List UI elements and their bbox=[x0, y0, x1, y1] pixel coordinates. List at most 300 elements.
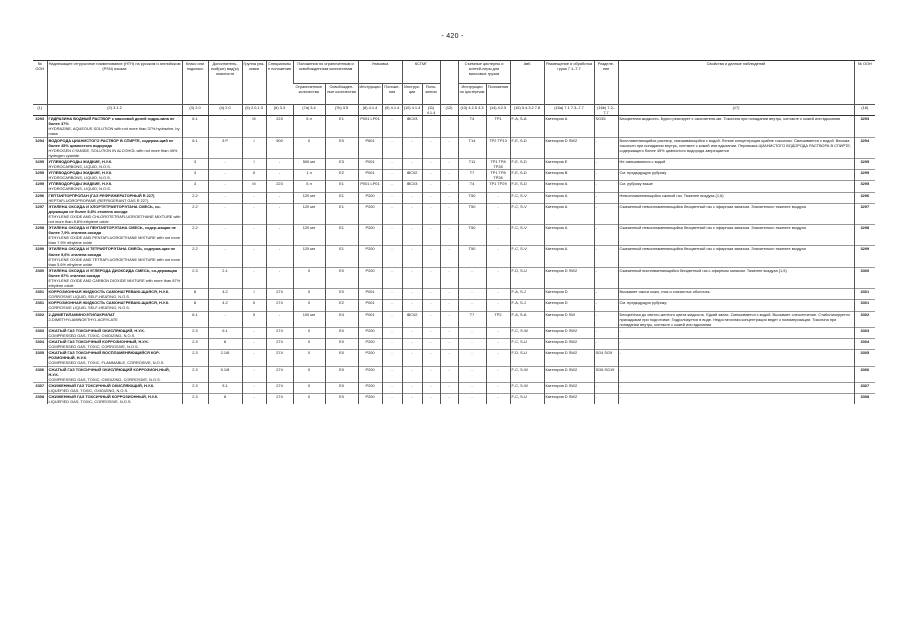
packing-provision-cell: - bbox=[382, 327, 402, 338]
un-number-right-cell: 3300 bbox=[854, 267, 875, 288]
un-number-cell: 3295 bbox=[35, 158, 45, 164]
ems-code-cell: F-A, S-A bbox=[510, 116, 544, 137]
blank-cell-cell: - bbox=[440, 181, 458, 192]
special-provision-cell: 223 bbox=[266, 181, 293, 192]
header-name: Надлежащее отгрузочное наименование (НТН) на русском и английском (PSN) языках bbox=[47, 61, 182, 105]
shipping-name-en: COMPRESSED GAS, TOXIC, FLAMMABLE, CORROSIVE, N.O.S. bbox=[48, 360, 165, 366]
packing-instruction-cell: P200 bbox=[358, 350, 382, 366]
shipping-name-cell bbox=[47, 170, 182, 181]
ibc-instruction-cell: - bbox=[402, 203, 422, 224]
packing-group-cell: I bbox=[242, 158, 266, 169]
shipping-name-cell bbox=[47, 289, 182, 300]
shipping-name-ru: СЖАТЫЙ ГАЗ ТОКСИЧНЫЙ ВОСПЛАМЕНЯЮЩИЙСЯ КОР-РОЗИОННЫЙ, Н.У.К. bbox=[48, 350, 161, 361]
segregation-cell: - bbox=[594, 289, 618, 300]
segregation-cell: - bbox=[594, 267, 618, 288]
stowage-cell: Категория D SW2 bbox=[544, 327, 594, 338]
packing-instruction-cell: P200 bbox=[358, 192, 382, 203]
tank-provision-cell: TP1 bbox=[486, 116, 510, 137]
class-cell: 8 bbox=[182, 289, 208, 300]
stowage-cell: Категория E bbox=[544, 158, 594, 169]
class-cell: 2.2 bbox=[182, 192, 208, 203]
un-number-cell: 3301 bbox=[35, 289, 45, 295]
packing-group-cell: II bbox=[242, 170, 266, 181]
tank-provision-cell: - bbox=[486, 366, 510, 382]
colnum: (4) 2.0 bbox=[208, 105, 242, 116]
limited-quantity-cell: 0 bbox=[293, 289, 325, 300]
table-row bbox=[33, 327, 875, 338]
un-number-cell: 3305 bbox=[35, 350, 45, 356]
ibc-instruction-cell: - bbox=[402, 289, 422, 300]
properties-cell: См. предыдущую рубрику. bbox=[618, 300, 854, 311]
un-number-right-cell: 3308 bbox=[854, 393, 875, 404]
shipping-name-en: HYDROCARBONS, LIQUID, N.O.S. bbox=[48, 175, 111, 181]
class-cell: 3 bbox=[182, 170, 208, 181]
packing-group-cell: - bbox=[242, 246, 266, 267]
header-class: Класс или подкласс bbox=[182, 61, 208, 105]
tank-instruction-cell: T14 bbox=[458, 137, 486, 158]
subsidiary-risk-cell: 2.1 bbox=[208, 267, 242, 288]
un-number-right-cell: 3302 bbox=[854, 311, 875, 327]
tank-provision-cell: - bbox=[486, 203, 510, 224]
table-row bbox=[33, 158, 875, 169]
packing-provision-cell: - bbox=[382, 311, 402, 327]
segregation-cell: - bbox=[594, 246, 618, 267]
shipping-name-en: HEPTAFLUOROPROPANE (REFRIGERANT GAS R 227) bbox=[48, 197, 149, 203]
packing-instruction-cell: P001 LP01 bbox=[358, 181, 382, 192]
header-row-column-numbers bbox=[33, 105, 875, 116]
subsidiary-risk-cell: - bbox=[208, 246, 242, 267]
packing-group-cell: - bbox=[242, 267, 266, 288]
special-provision-cell: 274 bbox=[266, 289, 293, 300]
tank-instruction-cell: T50 bbox=[458, 246, 486, 267]
ibc-instruction-cell: - bbox=[402, 327, 422, 338]
ems-code-cell: F-A, S-J bbox=[510, 300, 544, 311]
colnum: (12) bbox=[440, 105, 458, 116]
class-cell: 2.3 bbox=[182, 366, 208, 382]
un-number-cell: 3306 bbox=[35, 366, 45, 372]
stowage-cell: Категория D SW2 bbox=[544, 366, 594, 382]
special-provision-cell: 274 bbox=[266, 300, 293, 311]
stowage-cell: Категория А bbox=[544, 246, 594, 267]
special-provision-cell: 274 bbox=[266, 350, 293, 366]
packing-provision-cell: - bbox=[382, 170, 402, 181]
special-provision-cell: 274 bbox=[266, 382, 293, 393]
stowage-cell: Категория А bbox=[544, 203, 594, 224]
properties-cell: См. рубрику выше bbox=[618, 181, 854, 192]
excepted-quantity-cell: E4 bbox=[325, 311, 358, 327]
packing-group-cell: II bbox=[242, 311, 266, 327]
ems-code-cell: F-C, S-U bbox=[510, 339, 544, 350]
segregation-cell: SG4 SG9 bbox=[594, 350, 618, 366]
excepted-quantity-cell: E1 bbox=[325, 181, 358, 192]
subsidiary-risk-cell: 3 P bbox=[208, 137, 242, 158]
excepted-quantity-cell: E2 bbox=[325, 170, 358, 181]
ibc-instruction-cell: - bbox=[402, 225, 422, 246]
properties-cell: Сжиженный невоспламеняющийся бесцветный газ с эфирным запахом. Значительно тяжелее воздуха bbox=[618, 225, 854, 246]
blank-cell-cell: - bbox=[440, 170, 458, 181]
un-number-right-cell: 3303 bbox=[854, 327, 875, 338]
excepted-quantity-cell: E1 bbox=[325, 116, 358, 137]
blank-cell-cell: - bbox=[440, 327, 458, 338]
packing-group-cell: I bbox=[242, 289, 266, 300]
blank-cell-cell: - bbox=[440, 225, 458, 246]
header-stowage: Размещение и обработка груза 7.1–7.7 bbox=[544, 61, 594, 105]
header-ibc-instructions: Инструк-ции bbox=[402, 84, 422, 105]
packing-group-cell: - bbox=[242, 393, 266, 404]
header-excepted: Освобожден-ные количества bbox=[325, 84, 358, 105]
ibc-instruction-cell: - bbox=[402, 267, 422, 288]
limited-quantity-cell: 1 л bbox=[293, 170, 325, 181]
limited-quantity-cell: 0 bbox=[293, 267, 325, 288]
tank-provision-cell: - bbox=[486, 225, 510, 246]
excepted-quantity-cell: E0 bbox=[325, 267, 358, 288]
shipping-name-en: ETHYLENE OXIDE AND CHLOROTETRAFLUOROETHANE MIXTURE with not more than 8.8% ethylene oxide bbox=[48, 213, 181, 224]
shipping-name-en: HYDROCARBONS, LIQUID, N.O.S. bbox=[48, 186, 111, 192]
packing-group-cell: - bbox=[242, 225, 266, 246]
header-packing-group: Группа упа-ковки bbox=[242, 61, 266, 105]
tank-provision-cell: - bbox=[486, 339, 510, 350]
class-cell: 2.3 bbox=[182, 350, 208, 366]
ibc-provision-cell: - bbox=[422, 289, 440, 300]
table-row bbox=[33, 382, 875, 393]
ibc-instruction-cell: IBC02 bbox=[402, 311, 422, 327]
stowage-cell: Категория D bbox=[544, 300, 594, 311]
un-number-right-cell: 3296 bbox=[854, 192, 875, 203]
packing-provision-cell: - bbox=[382, 289, 402, 300]
un-number-cell: 3301 bbox=[35, 300, 45, 306]
shipping-name-cell bbox=[47, 382, 182, 393]
properties-cell: Воспламеняющийся раствор, смешивающийся с водой. Легкие концентрации крайне токсичны. Смешивается с водой. Весьма токсичен при попадании внутрь, контакте с кожей или вдыхании. Перевозка ЦИАНИСТОГО ВОДОРОДА РАСТВОРА В СПИРТЕ, содержащего более 45% цианистого водорода запрещается bbox=[618, 137, 854, 158]
packing-instruction-cell: P200 bbox=[358, 267, 382, 288]
un-number-cell: 3308 bbox=[35, 393, 45, 399]
tank-provision-cell: TP2 bbox=[486, 311, 510, 327]
tank-provision-cell: - bbox=[486, 393, 510, 404]
properties-cell: Сжиженный невоспламеняющийся бесцветный газ с эфирным запахом. Значительно тяжелее воздуха bbox=[618, 203, 854, 224]
properties-cell: Бесцветная жидкость. Бурно реагирует с окислителя-ми. Токсична при попадании внутрь, контакте с кожей или вдыхании bbox=[618, 116, 854, 137]
ibc-instruction-cell: IBC03 bbox=[402, 181, 422, 192]
shipping-name-ru: КОРРОЗИОННАЯ ЖИДКОСТЬ САМОНАГРЕВАЮ-ЩАЯСЯ, Н.У.К. bbox=[48, 300, 170, 306]
ibc-instruction-cell: - bbox=[402, 382, 422, 393]
table-body bbox=[33, 116, 875, 404]
packing-group-cell: - bbox=[242, 192, 266, 203]
shipping-name-ru: СЖАТЫЙ ГАЗ ТОКСИЧНЫЙ ОКИСЛЯЮЩИЙ КОРРОЗИОН-НЫЙ, Н.У.К. bbox=[48, 366, 170, 377]
un-number-right-cell: 3295 bbox=[854, 158, 875, 169]
un-number-right-cell: 3301 bbox=[854, 289, 875, 300]
stowage-cell: Категория D SW2 bbox=[544, 350, 594, 366]
packing-instruction-cell: P200 bbox=[358, 339, 382, 350]
tank-provision-cell: TP2 TP13 bbox=[486, 137, 510, 158]
shipping-name-cell bbox=[47, 137, 182, 158]
blank-cell-cell: - bbox=[440, 366, 458, 382]
ems-code-cell: F-E, S-D bbox=[510, 137, 544, 158]
ems-code-cell: F-C, S-V bbox=[510, 203, 544, 224]
ibc-instruction-cell: - bbox=[402, 192, 422, 203]
ibc-instruction-cell: - bbox=[402, 366, 422, 382]
un-number-cell: 3294 bbox=[35, 137, 45, 143]
excepted-quantity-cell: E0 bbox=[325, 350, 358, 366]
packing-group-cell: II bbox=[242, 300, 266, 311]
blank-cell-cell: - bbox=[440, 289, 458, 300]
table-row bbox=[33, 339, 875, 350]
un-number-right-cell: 3305 bbox=[854, 350, 875, 366]
tank-instruction-cell: - bbox=[458, 393, 486, 404]
colnum: (15) 5.4.3.2 7.8 bbox=[510, 105, 544, 116]
subsidiary-risk-cell: 5.1/8 bbox=[208, 366, 242, 382]
shipping-name-ru: ЭТИЛЕНА ОКСИДА И УГЛЕРОДА ДИОКСИДА СМЕСЬ, со-держащая более 87% этилена оксида bbox=[48, 267, 178, 278]
un-number-cell: 3297 bbox=[35, 203, 45, 209]
ibc-provision-cell: - bbox=[422, 339, 440, 350]
un-number-right-cell: 3293 bbox=[854, 116, 875, 137]
excepted-quantity-cell: E2 bbox=[325, 300, 358, 311]
tank-instruction-cell: T7 bbox=[458, 170, 486, 181]
special-provision-cell: - bbox=[266, 311, 293, 327]
excepted-quantity-cell: E1 bbox=[325, 225, 358, 246]
colnum: (14) 4.2.5 bbox=[486, 105, 510, 116]
colnum: (6) 3.3 bbox=[266, 105, 293, 116]
stowage-cell: Категория D SW bbox=[544, 311, 594, 327]
un-number-cell: 3293 bbox=[35, 116, 45, 122]
properties-cell: - bbox=[618, 382, 854, 393]
segregation-cell: - bbox=[594, 327, 618, 338]
shipping-name-ru: КОРРОЗИОННАЯ ЖИДКОСТЬ САМОНАГРЕВАЮ-ЩАЯСЯ, Н.У.К. bbox=[48, 289, 170, 295]
excepted-quantity-cell: E0 bbox=[325, 382, 358, 393]
excepted-quantity-cell: E0 bbox=[325, 327, 358, 338]
special-provision-cell: - bbox=[266, 267, 293, 288]
colnum: (1) bbox=[33, 105, 47, 116]
ibc-provision-cell: - bbox=[422, 137, 440, 158]
limited-quantity-cell: 0 bbox=[293, 327, 325, 338]
shipping-name-cell bbox=[47, 311, 182, 327]
tank-instruction-cell: T50 bbox=[458, 225, 486, 246]
ems-code-cell: F-C, S-W bbox=[510, 327, 544, 338]
segregation-cell: - bbox=[594, 181, 618, 192]
excepted-quantity-cell: E0 bbox=[325, 289, 358, 300]
subsidiary-risk-cell: - bbox=[208, 192, 242, 203]
colnum: (11) 4.1.4 bbox=[422, 105, 440, 116]
segregation-cell: SG6 SG19 bbox=[594, 366, 618, 382]
table-row bbox=[33, 366, 875, 382]
properties-cell: Невоспламеняющийся сжатый газ. Тяжелее воздуха (1,6) bbox=[618, 192, 854, 203]
packing-instruction-cell: P200 bbox=[358, 393, 382, 404]
table-row bbox=[33, 289, 875, 300]
ibc-provision-cell: - bbox=[422, 181, 440, 192]
shipping-name-cell bbox=[47, 158, 182, 169]
class-cell: 2.3 bbox=[182, 327, 208, 338]
segregation-cell: - bbox=[594, 300, 618, 311]
un-number-right-cell: 3298 bbox=[854, 225, 875, 246]
shipping-name-ru: ГЕПТАФТОРПРОПАН (ГАЗ РЕФРИЖЕРАТОРНЫЙ R 227) bbox=[48, 192, 155, 198]
ibc-provision-cell: - bbox=[422, 382, 440, 393]
segregation-cell: - bbox=[594, 225, 618, 246]
properties-cell: - bbox=[618, 366, 854, 382]
tank-provision-cell: - bbox=[486, 289, 510, 300]
packing-instruction-cell: P200 bbox=[358, 382, 382, 393]
limited-quantity-cell: 500 мл bbox=[293, 158, 325, 169]
ibc-provision-cell: - bbox=[422, 267, 440, 288]
packing-provision-cell: - bbox=[382, 350, 402, 366]
un-number-right-cell: 3307 bbox=[854, 382, 875, 393]
special-provision-cell: - bbox=[266, 158, 293, 169]
un-number-cell: 3295 bbox=[35, 181, 45, 187]
page-number: - 420 - bbox=[441, 33, 464, 40]
header-special-provisions: Специальные положения bbox=[266, 61, 293, 105]
un-number-right-cell: 3294 bbox=[854, 137, 875, 158]
class-cell: 2.3 bbox=[182, 393, 208, 404]
shipping-name-en: COMPRESSED GAS, TOXIC, CORROSIVE, N.O.S. bbox=[48, 344, 139, 350]
special-provision-cell: - bbox=[266, 203, 293, 224]
ems-code-cell: F-C, S-V bbox=[510, 225, 544, 246]
ems-code-cell: F-C, S-W bbox=[510, 366, 544, 382]
tank-instruction-cell: T4 bbox=[458, 181, 486, 192]
shipping-name-cell bbox=[47, 300, 182, 311]
shipping-name-ru: СЖИЖЕННЫЙ ГАЗ ТОКСИЧНЫЙ КОРРОЗИОННЫЙ, Н.У.К. bbox=[48, 393, 159, 399]
special-provision-cell: - bbox=[266, 170, 293, 181]
class-cell: 2.2 bbox=[182, 203, 208, 224]
colnum: (9) 4.1.4 bbox=[382, 105, 402, 116]
packing-instruction-cell: P200 bbox=[358, 225, 382, 246]
header-packing-instructions: Инструкции bbox=[358, 84, 382, 105]
shipping-name-cell bbox=[47, 339, 182, 350]
limited-quantity-cell: 0 bbox=[293, 137, 325, 158]
properties-cell: Сжиженный невоспламеняющийся бесцветный газ с эфирным запахом. Значительно тяжелее воздуха bbox=[618, 246, 854, 267]
segregation-cell: - bbox=[594, 382, 618, 393]
stowage-cell: Категория D SW2 bbox=[544, 339, 594, 350]
special-provision-cell: 900 bbox=[266, 137, 293, 158]
class-cell: 2.3 bbox=[182, 267, 208, 288]
shipping-name-en: LIQUEFIED GAS, TOXIC, OXIDIZING, N.O.S. bbox=[48, 387, 129, 393]
header-limited: Ограниченные количества bbox=[293, 84, 325, 105]
excepted-quantity-cell: E1 bbox=[325, 203, 358, 224]
segregation-cell: SG35 bbox=[594, 116, 618, 137]
subsidiary-risk-cell: - bbox=[208, 311, 242, 327]
shipping-name-en: CORROSIVE LIQUID, SELF-HEATING, N.O.S. bbox=[48, 294, 130, 300]
ems-code-cell: F-E, S-D bbox=[510, 158, 544, 169]
shipping-name-ru: УГЛЕВОДОРОДЫ ЖИДКИЕ, Н.У.К. bbox=[48, 181, 113, 187]
packing-instruction-cell: P001 LP01 bbox=[358, 116, 382, 137]
packing-provision-cell: - bbox=[382, 225, 402, 246]
table-row bbox=[33, 246, 875, 267]
stowage-cell: Категория А bbox=[544, 192, 594, 203]
packing-provision-cell: - bbox=[382, 267, 402, 288]
ibc-instruction-cell: IBC02 bbox=[402, 170, 422, 181]
segregation-cell: - bbox=[594, 158, 618, 169]
stowage-cell: Категория B bbox=[544, 170, 594, 181]
class-cell: 6.1 bbox=[182, 311, 208, 327]
stowage-cell: Категория А bbox=[544, 181, 594, 192]
packing-provision-cell: - bbox=[382, 366, 402, 382]
colnum: (2) 3.1.2 bbox=[47, 105, 182, 116]
tank-provision-cell: TP1 TP29 bbox=[486, 181, 510, 192]
blank-cell-cell: - bbox=[440, 116, 458, 137]
header-packing: Упаковка bbox=[358, 61, 402, 84]
shipping-name-ru: СЖИЖЕННЫЙ ГАЗ ТОКСИЧНЫЙ ОКИСЛЯЮЩИЙ, Н.У.К. bbox=[48, 382, 155, 388]
colnum: (10) 4.1.4 bbox=[402, 105, 422, 116]
limited-quantity-cell: 120 мл bbox=[293, 246, 325, 267]
un-number-right-cell: 3295 bbox=[854, 181, 875, 192]
ibc-provision-cell: - bbox=[422, 170, 440, 181]
properties-cell: Бесцветная до светло-желтого цвета жидкость. Едкий запах. Смешивается с водой. Вызывает слезотечение. Стабилизируется присадками при подготовке. Гидролизуется в воде. Недостаточная концентрация ведет к полимеризации. Токсична при попадании внутрь, контакте с кожей или вдыхании bbox=[618, 311, 854, 327]
blank-cell-cell: - bbox=[440, 311, 458, 327]
tank-instruction-cell: - bbox=[458, 339, 486, 350]
subsidiary-risk-cell: 2.1/8 bbox=[208, 350, 242, 366]
tank-provision-cell: - bbox=[486, 300, 510, 311]
class-cell: 2.2 bbox=[182, 246, 208, 267]
blank-cell-cell: - bbox=[440, 203, 458, 224]
shipping-name-ru: УГЛЕВОДОРОДЫ ЖИДКИЕ, Н.У.К. bbox=[48, 170, 113, 176]
packing-provision-cell: - bbox=[382, 192, 402, 203]
ems-code-cell: F-D, S-U bbox=[510, 267, 544, 288]
ibc-instruction-cell: - bbox=[402, 137, 422, 158]
subsidiary-risk-cell: 4.2 bbox=[208, 289, 242, 300]
colnum: (16a) 7.1 7.3–7.7 bbox=[544, 105, 594, 116]
packing-instruction-cell: P200 bbox=[358, 203, 382, 224]
special-provision-cell: - bbox=[266, 246, 293, 267]
shipping-name-en: ETHYLENE OXIDE AND PENTAFLUOROETHANE MIXTURE with not more than 7.9% ethylene oxide bbox=[48, 235, 181, 246]
un-number-cell: 3304 bbox=[35, 339, 45, 345]
un-number-cell: 3299 bbox=[35, 246, 45, 252]
packing-instruction-cell: P001 bbox=[358, 158, 382, 169]
ibc-instruction-cell: - bbox=[402, 350, 422, 366]
limited-quantity-cell: 0 bbox=[293, 366, 325, 382]
blank-cell-cell: - bbox=[440, 192, 458, 203]
tank-provision-cell: - bbox=[486, 350, 510, 366]
special-provision-cell: 274 bbox=[266, 339, 293, 350]
packing-provision-cell: - bbox=[382, 181, 402, 192]
ibc-instruction-cell: - bbox=[402, 339, 422, 350]
header-un-no-right: № ООН bbox=[854, 61, 875, 105]
header-subrisk: Дополнитель-ный(ые) вид(ы) опасности bbox=[208, 61, 242, 105]
tank-provision-cell: TP1 TP8 TP28 bbox=[486, 170, 510, 181]
limited-quantity-cell: 120 мл bbox=[293, 192, 325, 203]
special-provision-cell: 274 bbox=[266, 393, 293, 404]
colnum: (3) 2.0 bbox=[182, 105, 208, 116]
shipping-name-cell bbox=[47, 192, 182, 203]
packing-group-cell: - bbox=[242, 350, 266, 366]
packing-group-cell: I bbox=[242, 137, 266, 158]
shipping-name-en: ETHYLENE OXIDE AND CARBON DIOXIDE MIXTURE with more than 87% ethylene oxide bbox=[48, 278, 181, 289]
header-blank bbox=[440, 61, 458, 105]
table-row bbox=[33, 350, 875, 366]
limited-quantity-cell: 0 bbox=[293, 350, 325, 366]
ibc-instruction-cell: - bbox=[402, 246, 422, 267]
limited-quantity-cell: 0 bbox=[293, 393, 325, 404]
table-row bbox=[33, 170, 875, 181]
ems-code-cell: F-A, S-J bbox=[510, 289, 544, 300]
table-row bbox=[33, 311, 875, 327]
tank-provision-cell: - bbox=[486, 382, 510, 393]
header-segregation: Разделе-ние bbox=[594, 61, 618, 105]
packing-instruction-cell: P200 bbox=[358, 327, 382, 338]
shipping-name-ru: ЭТИЛЕНА ОКСИДА И ПЕНТАФТОРЭТАНА СМЕСЬ, содер-жащая не более 7,9% этилена оксида bbox=[48, 225, 176, 236]
excepted-quantity-cell: E0 bbox=[325, 393, 358, 404]
ems-code-cell: F-D, S-U bbox=[510, 350, 544, 366]
shipping-name-en: HYDRAZINE, AQUEOUS SOLUTION with not more than 37% hydrazine, by mass bbox=[48, 126, 180, 137]
ems-code-cell: F-E, S-D bbox=[510, 170, 544, 181]
shipping-name-cell bbox=[47, 181, 182, 192]
limited-quantity-cell: 0 bbox=[293, 300, 325, 311]
packing-provision-cell: - bbox=[382, 246, 402, 267]
un-number-right-cell: 3304 bbox=[854, 339, 875, 350]
subsidiary-risk-cell: - bbox=[208, 170, 242, 181]
subsidiary-risk-cell: 4.2 bbox=[208, 300, 242, 311]
stowage-cell: Категория D SW2 bbox=[544, 382, 594, 393]
properties-cell: См. предыдущую рубрику bbox=[618, 170, 854, 181]
header-ems: АвК bbox=[510, 61, 544, 105]
ibc-provision-cell: - bbox=[422, 225, 440, 246]
packing-provision-cell: - bbox=[382, 300, 402, 311]
shipping-name-cell bbox=[47, 327, 182, 338]
shipping-name-cell bbox=[47, 267, 182, 288]
